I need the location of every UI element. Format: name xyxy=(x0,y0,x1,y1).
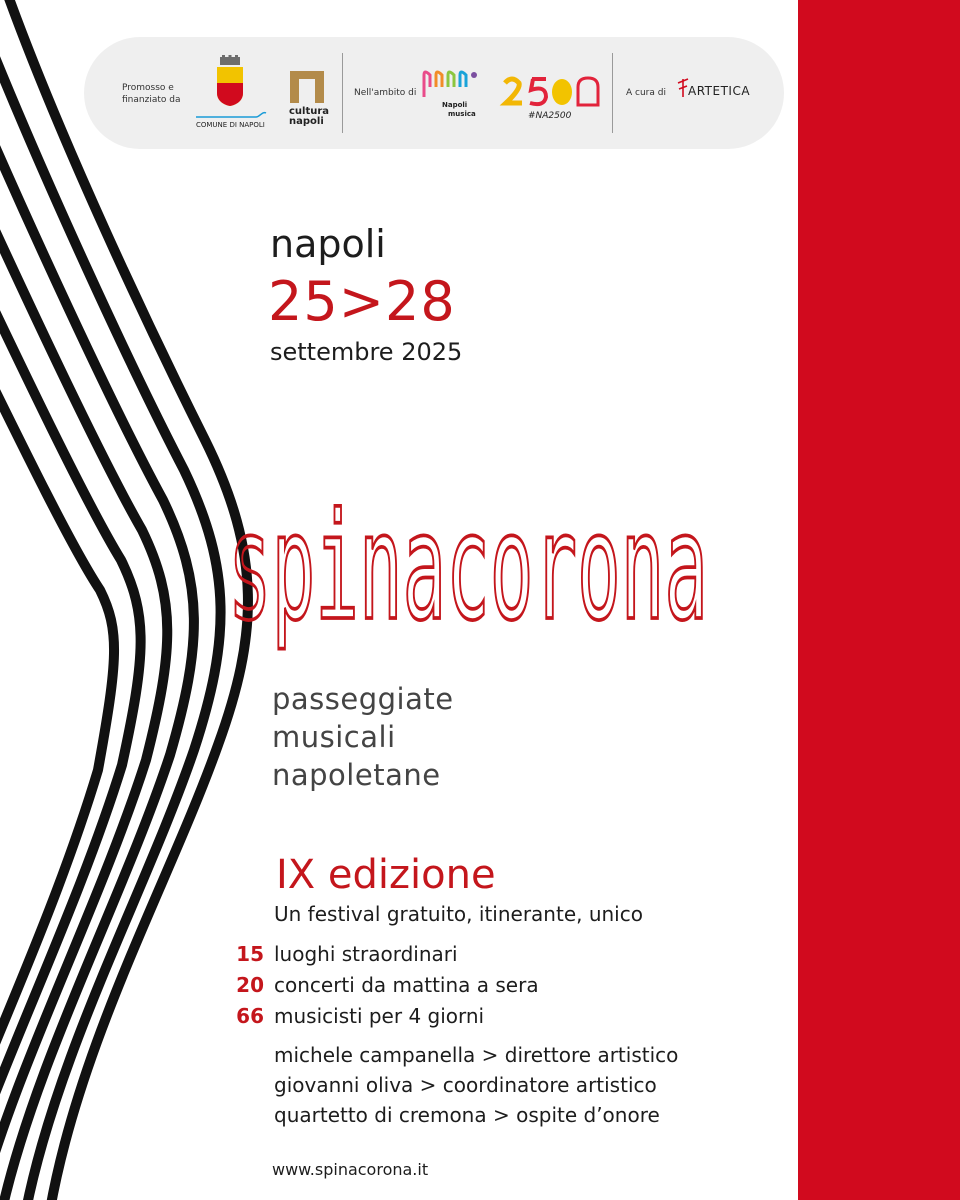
festival-title-logotype xyxy=(228,468,718,668)
credit-line: michele campanella > direttore artistico xyxy=(274,1043,679,1067)
stat-label: musicisti per 4 giorni xyxy=(274,1004,485,1028)
stat-number: 66 xyxy=(236,1004,264,1028)
event-city: napoli xyxy=(270,222,386,266)
napoli-musica-label: Napoli musica xyxy=(442,101,476,118)
comune-napoli-crest-icon xyxy=(214,57,246,107)
sponsor-divider xyxy=(612,53,613,133)
svg-text:spinacorona: spinacorona xyxy=(228,482,708,654)
stat-label: concerti da mattina a sera xyxy=(274,973,539,997)
napoli-musica-logo-icon xyxy=(422,67,482,101)
tagline-line: passeggiate xyxy=(272,682,454,716)
stat-number: 15 xyxy=(236,942,264,966)
promoted-by-label: Promosso e finanziato da xyxy=(122,83,181,105)
cultura-napoli-label: cultura napoli xyxy=(289,106,330,127)
event-dates: 25>28 xyxy=(268,270,456,333)
edition-heading: IX edizione xyxy=(276,852,496,898)
red-side-band xyxy=(798,0,960,1200)
credit-line: giovanni oliva > coordinatore artistico xyxy=(274,1073,657,1097)
sponsor-bar xyxy=(84,37,784,149)
tagline-line: musicali xyxy=(272,720,396,754)
wavy-stripes-graphic xyxy=(0,0,260,1200)
stat-label: luoghi straordinari xyxy=(274,942,458,966)
sponsor-divider xyxy=(342,53,343,133)
comune-napoli-label: COMUNE DI NAPOLI xyxy=(196,121,265,129)
within-label: Nell'ambito di xyxy=(354,88,417,98)
website-link[interactable]: www.spinacorona.it xyxy=(272,1160,429,1179)
cultura-napoli-arch-icon xyxy=(288,67,326,105)
na2500-hashtag: #NA2500 xyxy=(528,111,572,121)
artetica-label: ARTETICA xyxy=(688,84,751,98)
festival-subtitle: Un festival gratuito, itinerante, unico xyxy=(274,902,643,926)
tagline-line: napoletane xyxy=(272,758,441,792)
na2500-logo-icon xyxy=(502,75,602,109)
credit-line: quartetto di cremona > ospite d’onore xyxy=(274,1103,660,1127)
event-month-year: settembre 2025 xyxy=(270,338,463,366)
stat-number: 20 xyxy=(236,973,264,997)
wave-line-icon xyxy=(196,109,270,119)
curated-by-label: A cura di xyxy=(626,88,666,98)
